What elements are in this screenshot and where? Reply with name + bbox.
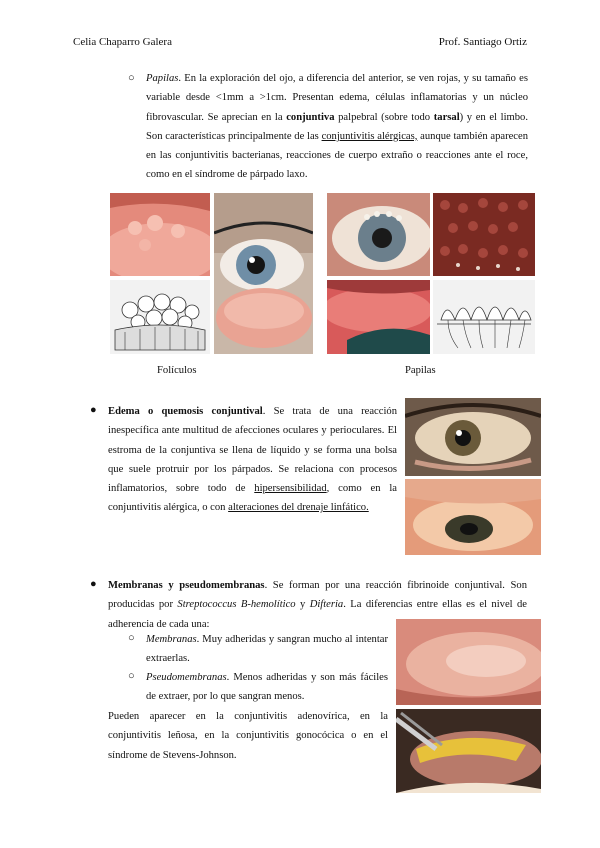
edema-title: Edema o quemosis conjuntival bbox=[108, 406, 263, 417]
header-author: Celia Chaparro Galera bbox=[73, 36, 172, 48]
follicle-diagram bbox=[110, 280, 210, 354]
membranas-subitem: Membranas. Muy adheridas y sangran mucho al intentar extraerlas. bbox=[146, 634, 388, 665]
limbal-papillae-eye-photo bbox=[327, 193, 430, 276]
papilas-paragraph: Papilas. En la exploración del ojo, a diferencia del anterior, se ven rojas, y su tamaño es variable desde <1mm a >1cm. Presentan edema, células inflamatorias y un núcleo fibrovascular. Se aprecian en la conjuntiva palpebral (sobre todo tarsal) y en el limbo. Son características principalmente de las conjuntivitis alérgicas, aunque también aparecen en las conjuntivitis bacterianas, reacciones de cuerpo extraño o reacciones ante el roce, como en el síndrome de párpado laxo. bbox=[146, 73, 529, 181]
papilas-term: Papilas bbox=[146, 73, 179, 84]
membrane-conjunctiva-photo bbox=[396, 619, 541, 705]
chemosis-eye-photo-bottom bbox=[405, 479, 541, 555]
edema-paragraph: Edema o quemosis conjuntival. Se trata de una reacción inespecífica ante multitud de afecciones oculares y perioculares. El estroma de la conjuntiva se llena de líquido y se forma una bolsa que suele protruir por los párpados. Se relaciona con procesos inflamatorios, sobre todo de hipersensibilidad, como en la conjuntivitis alérgica, o con alteraciones del drenaje linfático. bbox=[108, 406, 397, 514]
membranas-closing-paragraph: Pueden aparecer en la conjuntivitis adenovírica, en la conjuntivitis leñosa, en la conjuntivitis gonocócica o en el síndrome de Stevens-Johnson. bbox=[108, 711, 388, 761]
caption-papilas: Papilas bbox=[405, 365, 436, 376]
pseudomembrane-removal-photo bbox=[396, 709, 541, 793]
hollow-bullet-icon: ○ bbox=[128, 632, 135, 644]
tarsal-papillae-closeup-photo bbox=[433, 193, 535, 276]
header-professor: Prof. Santiago Ortiz bbox=[438, 36, 527, 48]
papillae-diagram bbox=[433, 280, 535, 354]
everted-eyelid-eye-photo bbox=[214, 193, 313, 354]
bullet-icon: ● bbox=[90, 578, 97, 590]
membranas-title: Membranas y pseudomembranas bbox=[108, 580, 265, 591]
membranas-paragraph: Membranas y pseudomembranas. Se forman por una reacción fibrinoide conjuntival. Son producidas por Streptococcus B-hemolítico y Difteria. La diferencias entre ellas es el nivel de adherencia de cada una: bbox=[108, 580, 527, 630]
caption-foliculos: Folículos bbox=[157, 365, 197, 376]
follicle-conjunctiva-photo bbox=[110, 193, 210, 276]
hollow-bullet-icon: ○ bbox=[128, 72, 135, 84]
pseudomembranas-subitem: Pseudomembranas. Menos adheridas y son más fáciles de extraer, por lo que sangran menos. bbox=[146, 672, 388, 703]
bullet-icon: ● bbox=[90, 404, 97, 416]
chemosis-eye-photo-top bbox=[405, 398, 541, 476]
everted-lid-papillae-photo bbox=[327, 280, 430, 354]
hollow-bullet-icon: ○ bbox=[128, 670, 135, 682]
